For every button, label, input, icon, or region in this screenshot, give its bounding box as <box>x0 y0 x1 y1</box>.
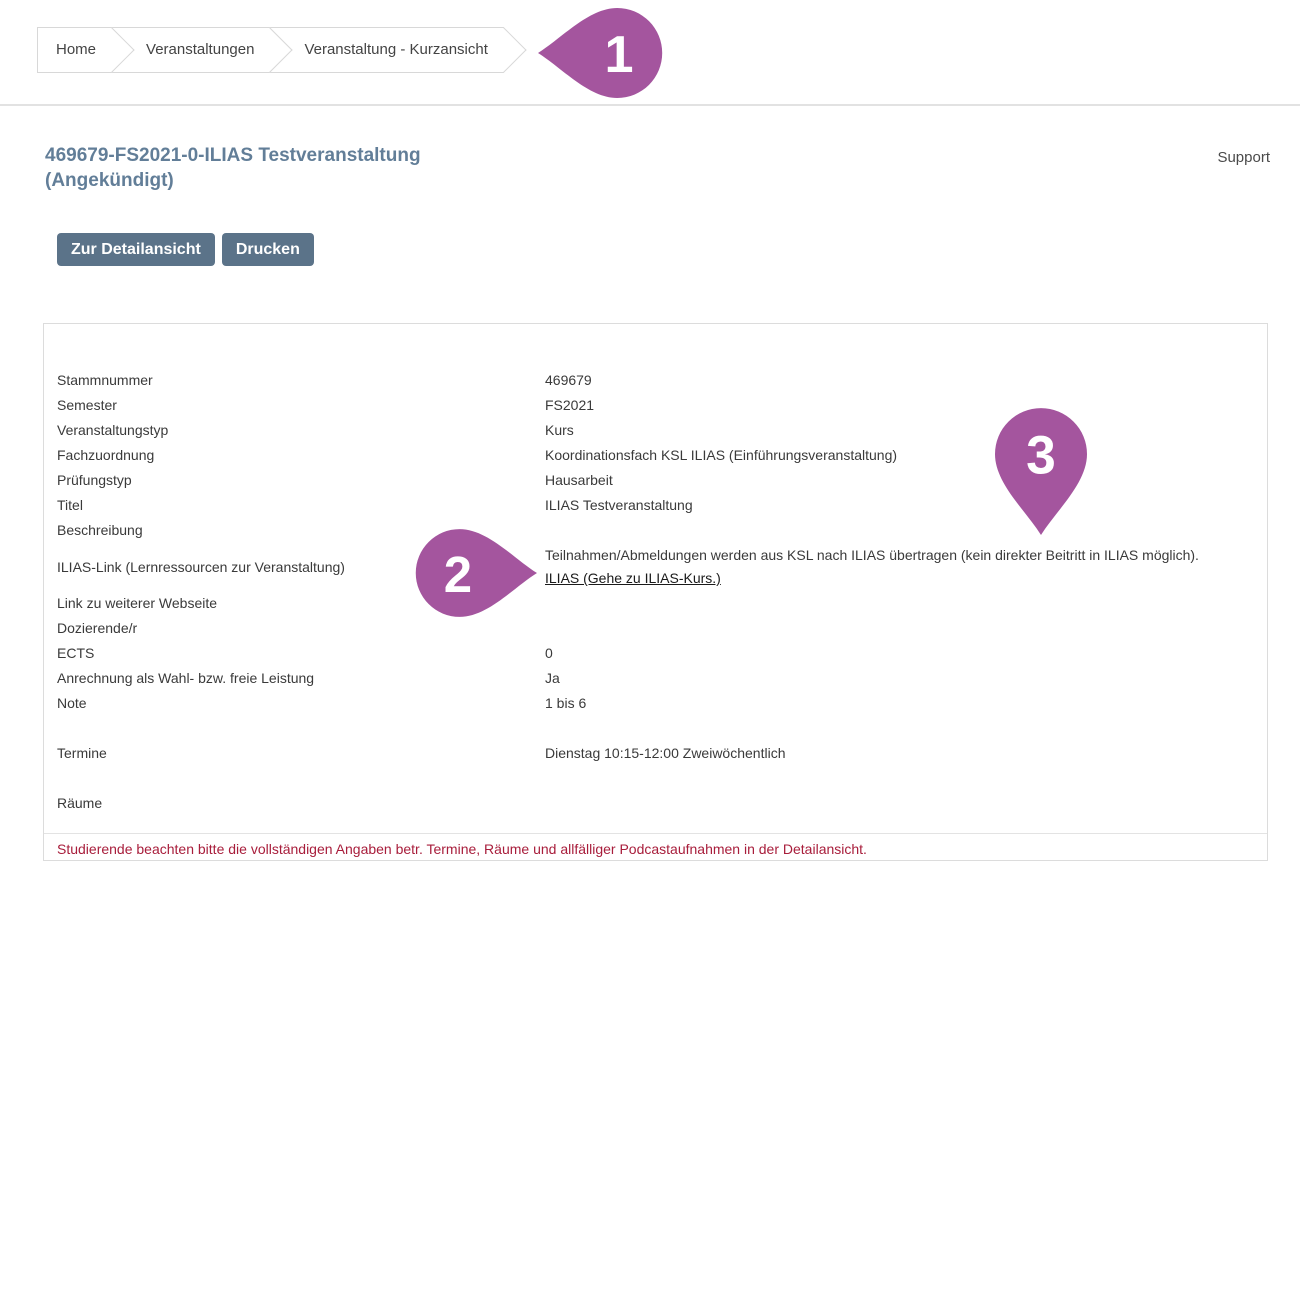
field-label: Semester <box>57 397 117 413</box>
breadcrumb-item-kurzansicht <box>270 27 503 73</box>
toolbar <box>57 233 314 266</box>
field-value: ILIAS Testveranstaltung <box>545 497 693 513</box>
field-value <box>545 591 1247 616</box>
annotation-number: 1 <box>604 25 634 84</box>
field-value: FS2021 <box>545 397 595 413</box>
field-label: Anrechnung als Wahl- bzw. freie Leistung <box>57 670 315 686</box>
field-label: ECTS <box>57 645 95 661</box>
field-value <box>545 518 1247 543</box>
annotation-pin-2-icon <box>414 529 537 617</box>
breadcrumb-item-home[interactable] <box>37 27 112 73</box>
field-label: Termine <box>57 745 107 761</box>
detail-row <box>57 591 1247 616</box>
detail-row-ilias-link <box>57 543 1247 591</box>
field-value: 469679 <box>545 372 592 388</box>
field-label: Fachzuordnung <box>57 447 155 463</box>
detail-row-raeume <box>57 791 1247 816</box>
field-label: Dozierende/r <box>57 620 138 636</box>
field-label: Note <box>57 695 87 711</box>
field-value: Ja <box>545 670 560 686</box>
course-details-panel <box>43 323 1268 861</box>
student-note: Studierende beachten bitte die vollständigen Angaben betr. Termine, Räume und allfälliger Podcastaufnahmen in der Detailansicht. <box>44 833 1267 857</box>
field-value: 0 <box>545 645 553 661</box>
field-label: Prüfungstyp <box>57 472 132 488</box>
field-label: Stammnummer <box>57 372 153 388</box>
detail-row <box>57 691 1247 716</box>
detail-row-termine <box>57 741 1247 766</box>
detail-view-button[interactable]: Zur Detailansicht <box>57 233 215 266</box>
field-value <box>545 616 1247 641</box>
page-title-line2: (Angekündigt) <box>45 170 174 191</box>
field-value: Hausarbeit <box>545 472 613 488</box>
breadcrumb <box>37 27 504 73</box>
course-details-content <box>44 324 1267 816</box>
page-title-line1: 469679-FS2021-0-ILIAS Testveranstaltung <box>45 145 421 166</box>
detail-row <box>57 666 1247 691</box>
detail-row <box>57 616 1247 641</box>
field-value <box>545 791 1247 816</box>
annotation-number: 3 <box>1026 426 1056 486</box>
field-label: Räume <box>57 795 103 811</box>
field-label: Titel <box>57 497 83 513</box>
annotation-pin-1-icon <box>538 8 664 98</box>
field-label: ILIAS-Link (Lernressourcen zur Veranstaltung) <box>57 558 345 575</box>
ilias-course-link[interactable]: ILIAS (Gehe zu ILIAS-Kurs.) <box>545 570 721 586</box>
breadcrumb-item-veranstaltungen[interactable] <box>112 27 270 73</box>
breadcrumb-label: Home <box>56 41 97 58</box>
field-value: Dienstag 10:15-12:00 Zweiwöchentlich <box>545 745 786 761</box>
field-value: 1 bis 6 <box>545 695 587 711</box>
annotation-pin-3-icon <box>995 408 1087 537</box>
field-label: Link zu weiterer Webseite <box>57 595 218 611</box>
annotation-number: 2 <box>443 546 473 604</box>
ilias-transfer-info: Teilnahmen/Abmeldungen werden aus KSL nach ILIAS übertragen (kein direkter Beitritt in ILIAS möglich). <box>545 547 1199 563</box>
detail-row <box>57 641 1247 666</box>
breadcrumb-label: Veranstaltung - Kurzansicht <box>304 41 488 58</box>
print-button[interactable]: Drucken <box>222 233 314 266</box>
field-label: Beschreibung <box>57 522 143 538</box>
header-divider <box>0 104 1300 106</box>
page-title <box>45 143 525 193</box>
field-label: Veranstaltungstyp <box>57 422 169 438</box>
support-link[interactable]: Support <box>1217 149 1270 166</box>
field-value: Koordinationsfach KSL ILIAS (Einführungsveranstaltung) <box>545 447 898 463</box>
field-value: Kurs <box>545 422 574 438</box>
breadcrumb-label: Veranstaltungen <box>146 41 255 58</box>
detail-row <box>57 368 1247 393</box>
field-value <box>545 544 1247 590</box>
